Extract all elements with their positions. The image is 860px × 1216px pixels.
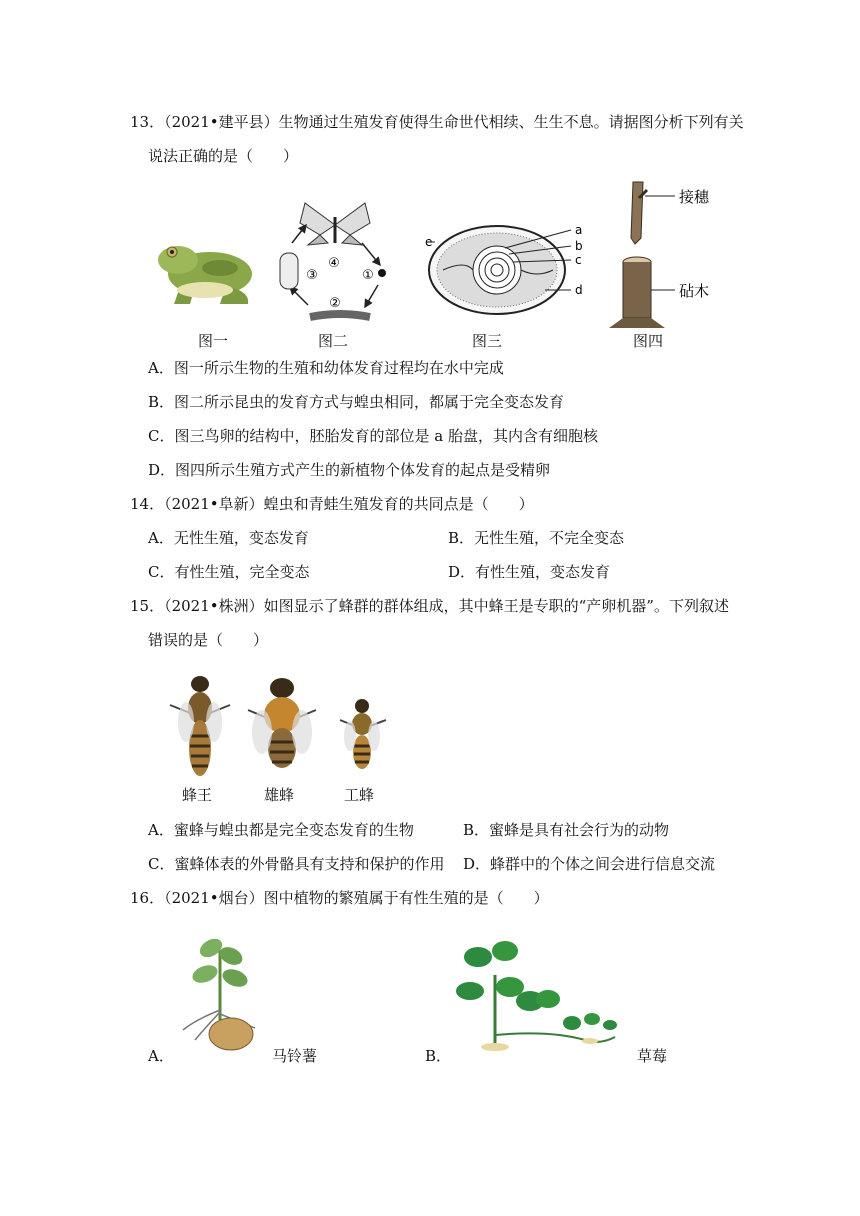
frog-image [150,232,260,312]
q16-option-b-letter[interactable]: B． [425,1047,452,1065]
queen-bee-icon [170,676,230,776]
fig1-caption: 图一 [198,332,229,350]
q14-option-d[interactable]: D．有性生殖，变态发育 [448,563,611,581]
fig2-caption: 图二 [318,332,349,350]
potato-plant-image [175,930,265,1055]
scion-label: 接穗 [679,188,710,206]
worker-bee-label: 工蜂 [344,786,375,804]
larva-shape [310,314,370,317]
egg-dot [378,269,386,277]
fig4-caption: 图四 [633,332,664,350]
q13-option-d[interactable]: D．图四所示生殖方式产生的新植物个体发育的起点是受精卵 [148,461,551,479]
fig3-label-d: d [575,283,583,297]
q15-option-b[interactable]: B．蜜蜂是具有社会行为的动物 [463,821,670,839]
fig2-label-4: ④ [328,256,340,271]
q16-option-a-label[interactable]: 马铃薯 [272,1047,318,1065]
butterfly-icon [300,203,370,245]
q16-stem: 16．（2021•烟台）图中植物的繁殖属于有性生殖的是（ ） [130,889,549,907]
q13-stem-line1: 13．（2021•建平县）生物通过生殖发育使得生命世代相续、生生不息。请据图分析下列有关 [130,113,744,131]
fig3-caption: 图三 [472,332,503,350]
insect-lifecycle-diagram [270,195,400,330]
fig3-label-c: c [575,253,582,267]
q13-stem-line2: 说法正确的是（ ） [148,147,299,165]
strawberry-plant-image [450,935,635,1055]
q15-stem-line2: 错误的是（ ） [148,631,269,649]
q15-stem-line1: 15．（2021•株洲）如图显示了蜂群的群体组成，其中蜂王是专职的“产卵机器”。下列叙述 [130,597,729,615]
q14-option-b[interactable]: B．无性生殖，不完全变态 [448,529,625,547]
fig2-label-1: ① [362,268,374,283]
q13-option-c[interactable]: C．图三鸟卵的结构中，胚胎发育的部位是 a 胎盘，其内含有细胞核 [148,427,598,445]
drone-bee-icon [248,678,316,768]
q16-option-a-letter[interactable]: A． [148,1047,174,1065]
queen-bee-label: 蜂王 [182,786,213,804]
fig2-label-2: ② [329,296,341,311]
pupa-shape [280,253,298,289]
q14-option-a[interactable]: A．无性生殖，变态发育 [148,529,309,547]
fig3-label-e: e [425,235,433,249]
q14-option-c[interactable]: C．有性生殖，完全变态 [148,563,310,581]
fig3-label-b: b [575,239,583,253]
rootstock-label: 砧木 [679,282,710,300]
fig2-label-3: ③ [306,268,318,283]
q15-option-c[interactable]: C．蜜蜂体表的外骨骼具有支持和保护的作用 [148,855,445,873]
drone-bee-label: 雄蜂 [264,786,295,804]
bird-egg-diagram [425,220,590,320]
grafting-diagram [605,178,725,330]
q13-option-a[interactable]: A．图一所示生物的生殖和幼体发育过程均在水中完成 [148,359,504,377]
worker-bee-icon [340,699,386,769]
q13-option-b[interactable]: B．图二所示昆虫的发育方式与蝗虫相同，都属于完全变态发育 [148,393,565,411]
fig3-label-a: a [575,223,583,237]
q15-option-d[interactable]: D．蜂群中的个体之间会进行信息交流 [463,855,716,873]
q16-option-b-label[interactable]: 草莓 [637,1047,668,1065]
q15-option-a[interactable]: A．蜜蜂与蝗虫都是完全变态发育的生物 [148,821,414,839]
q14-stem: 14．（2021•阜新）蝗虫和青蛙生殖发育的共同点是（ ） [130,495,534,513]
